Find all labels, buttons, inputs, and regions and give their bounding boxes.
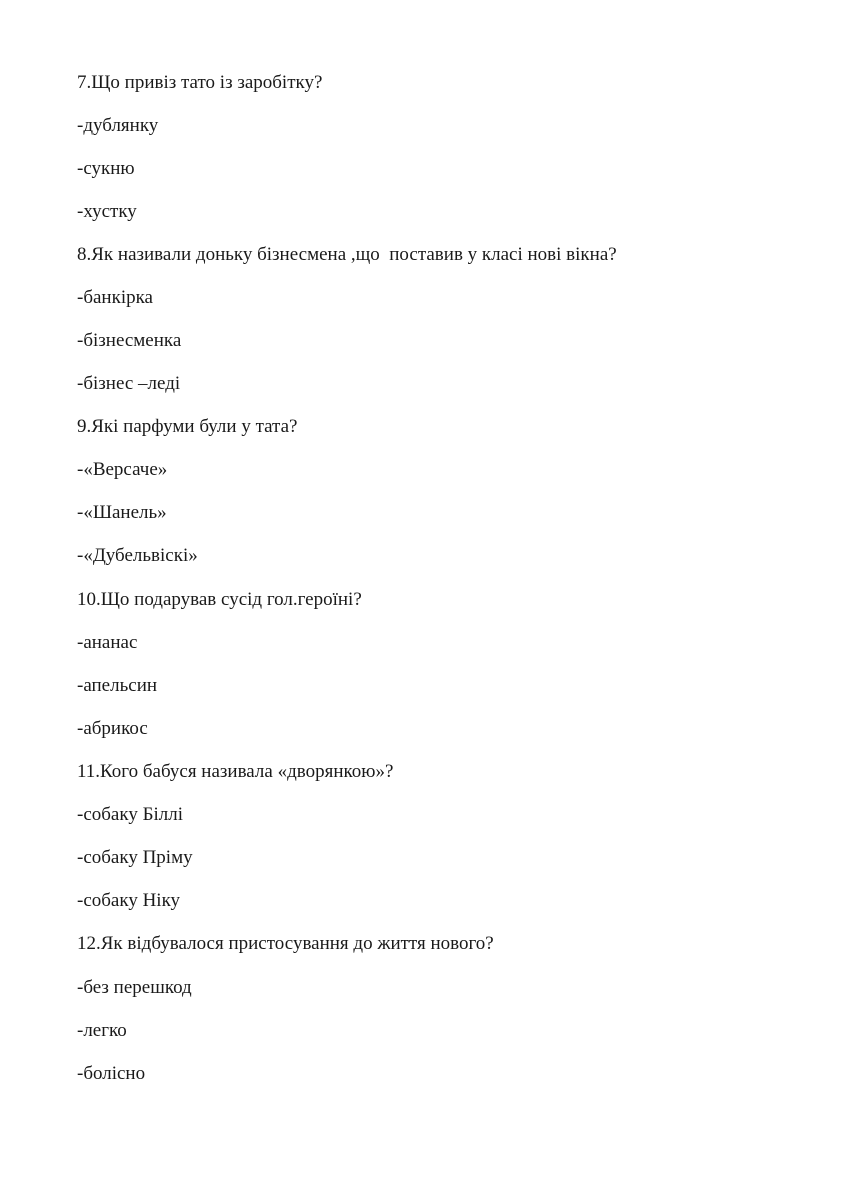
question-8: 8.Як називали доньку бізнесмена ,що поставив у класі нові вікна? [77,244,617,265]
answer-option: -апельсин [77,675,158,696]
answer-option: -абрикос [77,718,148,739]
answer-option: -болісно [77,1063,146,1084]
answer-option: -«Версаче» [77,459,168,480]
answer-option: -ананас [77,632,138,653]
answer-option: -бізнесменка [77,330,182,351]
answer-option: -«Дубельвіскі» [77,545,198,566]
answer-option: -легко [77,1020,127,1041]
answer-option: -сукню [77,158,135,179]
answer-option: -собаку Біллі [77,804,184,825]
answer-option: -собаку Пріму [77,847,193,868]
answer-option: -собаку Ніку [77,890,181,911]
answer-option: -без перешкод [77,977,192,998]
question-9: 9.Які парфуми були у тата? [77,416,298,437]
answer-option: -банкірка [77,287,153,308]
answer-option: -дублянку [77,115,159,136]
question-10: 10.Що подарував сусід гол.героїні? [77,589,362,610]
answer-option: -хустку [77,201,137,222]
question-7: 7.Що привіз тато із заробітку? [77,72,323,93]
question-12: 12.Як відбувалося пристосування до життя нового? [77,933,494,954]
answer-option: -«Шанель» [77,502,167,523]
answer-option: -бізнес –леді [77,373,181,394]
question-11: 11.Кого бабуся називала «дворянкою»? [77,761,394,782]
